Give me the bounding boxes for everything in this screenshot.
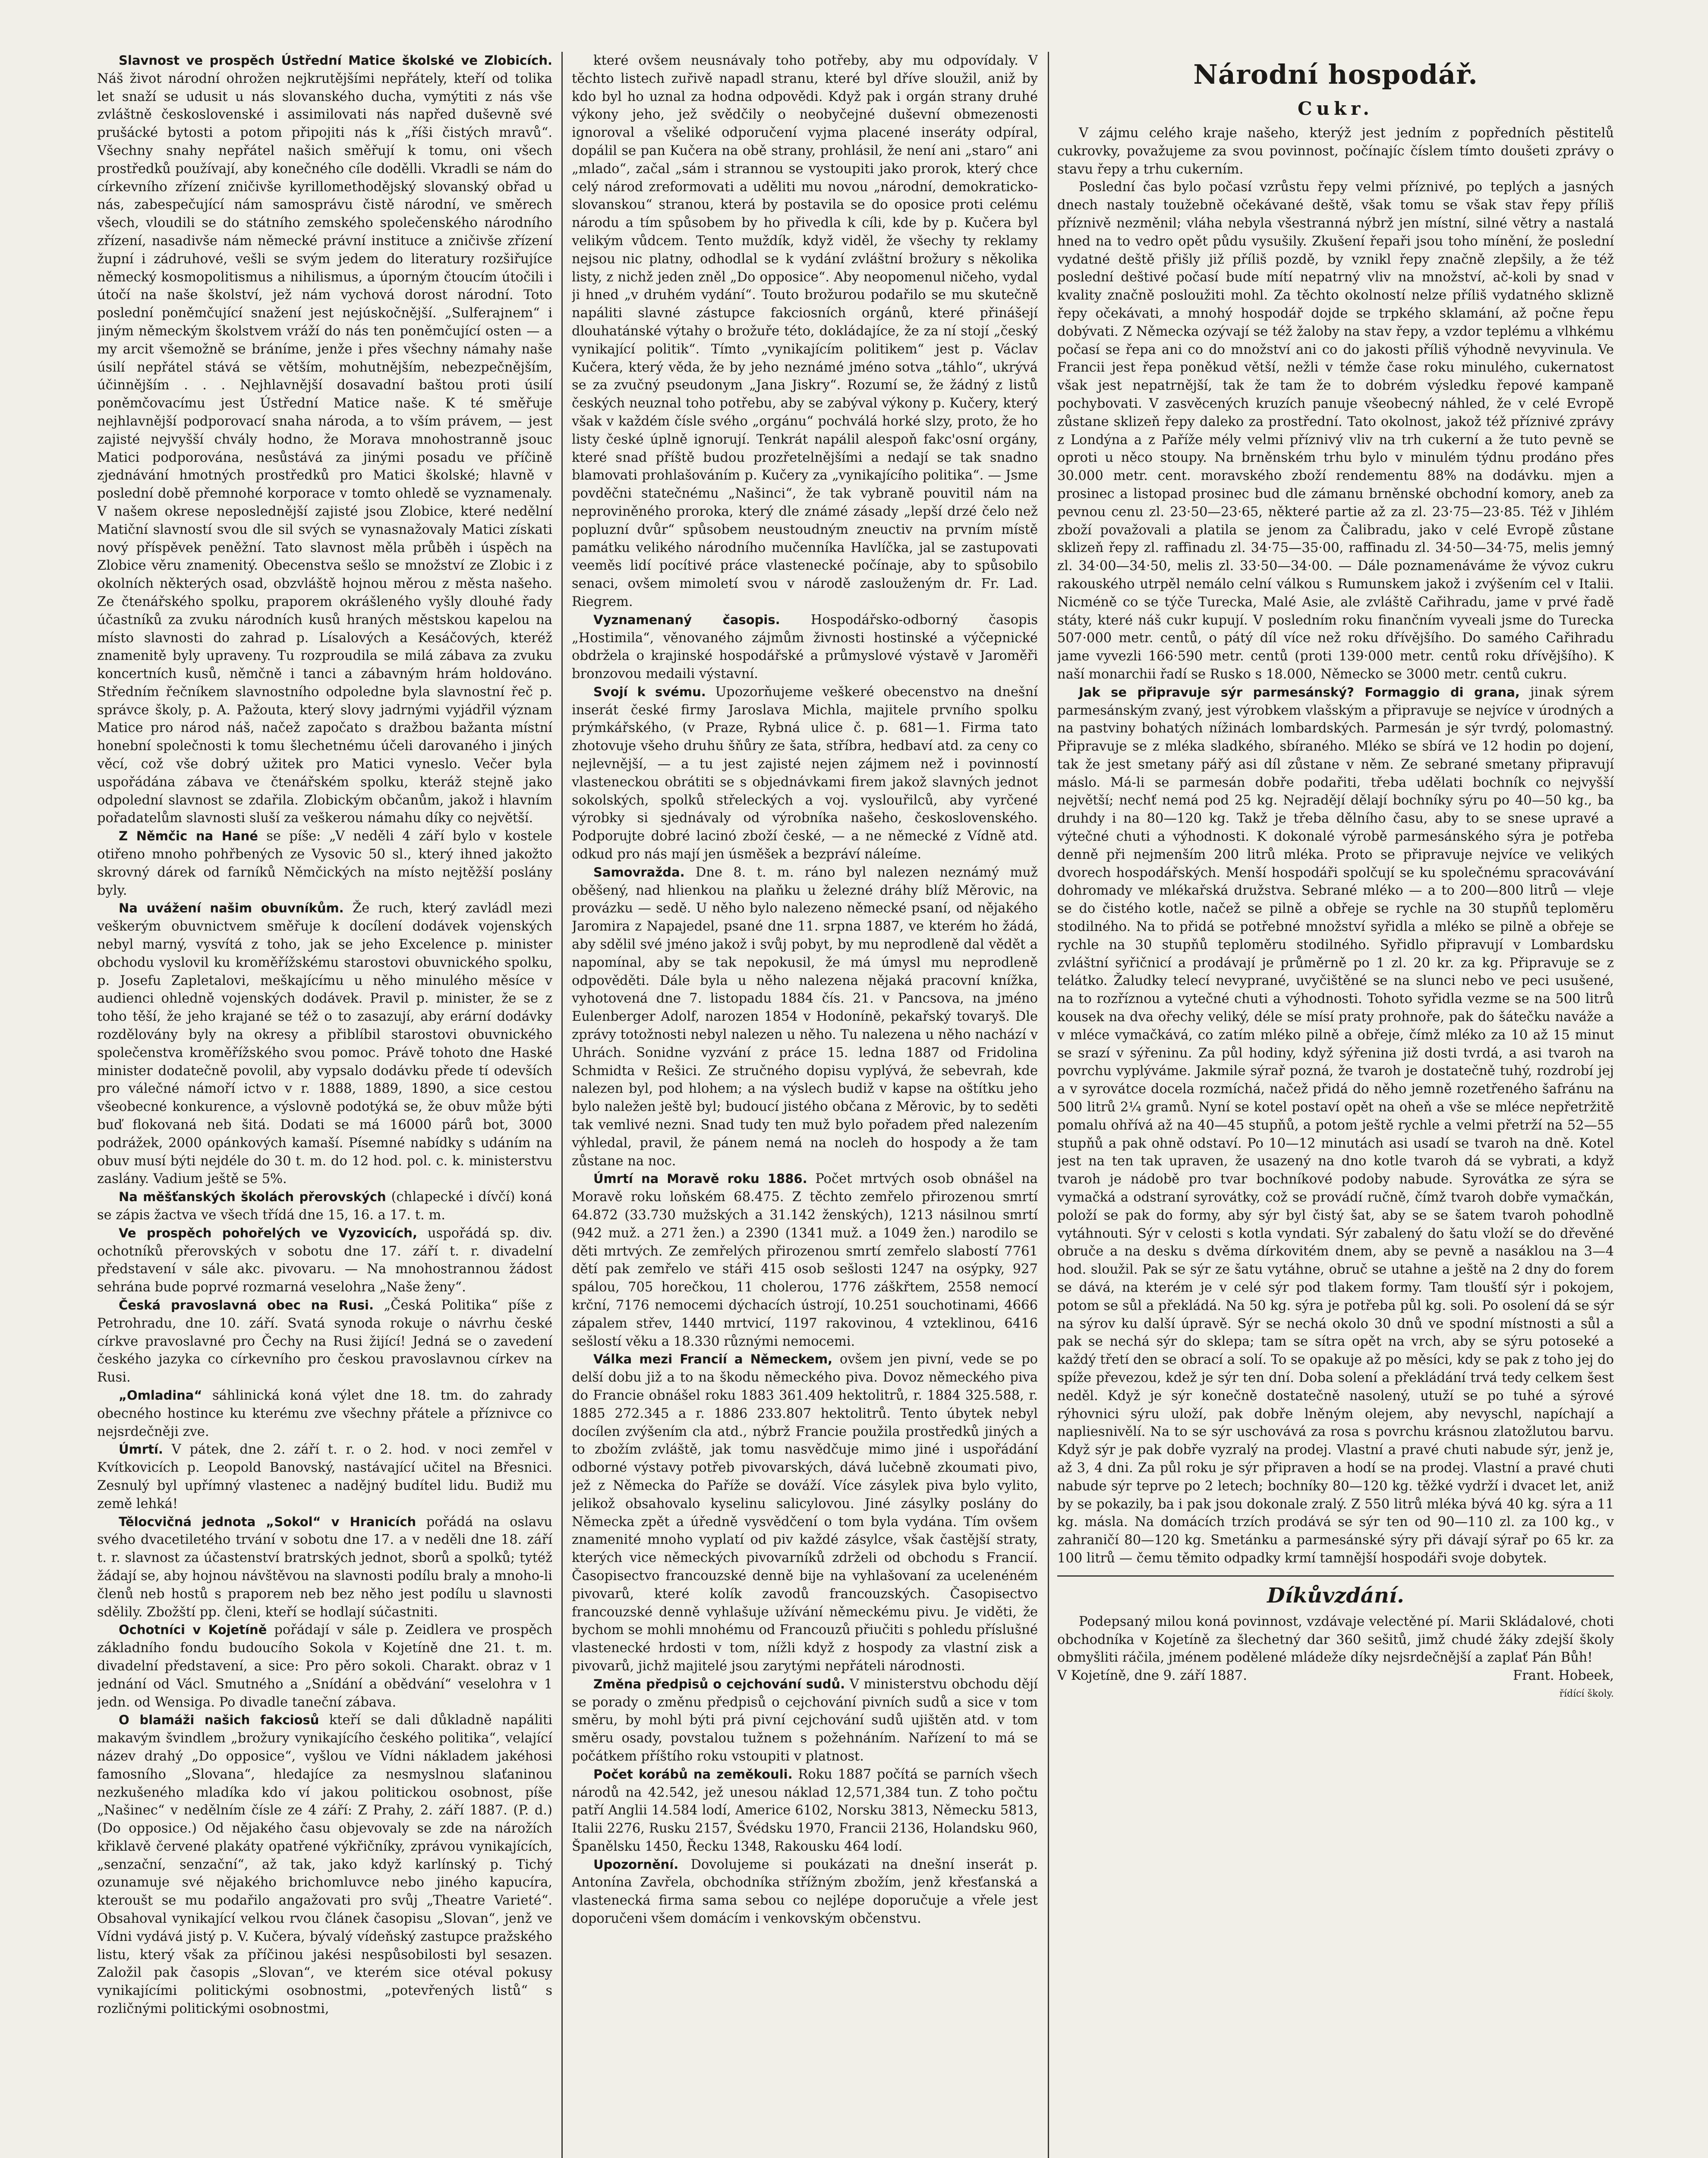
article-lead: Samovražda. <box>593 864 685 880</box>
article-paragraph <box>97 827 552 899</box>
article-lead: Na měšťanských školách přerovských <box>119 1189 386 1205</box>
notice-signature-line <box>1057 1667 1614 1685</box>
article-text: které ovšem neusnávaly toho potřeby, aby mu odpovídaly. V těchto listech zuřivě napadl stranu, které byl dříve sloužil, aniž by kdo byl ho uznal za hodna odpovědi. Když pak i orgán strany druhé výkony jeho, jež svědčily o neobyčejné duševní obmezenosti ignoroval a všeliké odporučení vyjma placené inseráty odpíral, dopálil se pan Kučera na obě strany, prohlásil, že není ani „staro“ ani „mlado“, začal „sám i strannou se vystoupiti jako prorok, který chce celý národ zreformovati a uděliti mu novou „národní, demokraticko-slovanskou“ stranou, která by postavila se do oposice proti celému národu a tím spůsobem by ho přivedla k cíli, kde by p. Kučera byl velikým vůdcem. Tento muždík, když viděl, že všechy ty reklamy nejsou nic platny, odhodlal se k vydání zvláštní brožury s několika listy, z nichž jeden zněl „Do opposice“. Aby neopomenul ničeho, vydal ji hned „v druhém vydání“. Touto brožurou podařilo se mu skutečně napáliti slavné zástupce fakciosních orgánů, které přinášejí dlouhatánské výtahy o brožuře této, dokládajíce, že za ní stojí „český vynikající politik“. Tímto „vynikajícím politikem“ jest p. Václav Kučera, který věda, že by jeho neznámé jméno sotva „táhlo“, ukrývá se za zvučný pseudonym „Jana Jiskry“. Rozumí se, že žádný z listů českých neuznal toho potřebu, aby se zabýval výkony p. Kučery, který však v každém čísle svého „orgánu“ pochválá horké slzy, proto, že ho listy české úplně ignorují. Tenkrát napálil alespoň fakc'osní orgány, které snad příště budou prozřetelnějšími a nedají se tak snadno blamovati prohlašováním p. Kučery za „vynikajícího politika“. — Jsme povděčni statečnému „Našinci“, že tak vybraně pouvitil nám na neproviněného proroka, který dle známé zásady „lepší drzé čelo než popluzní dvůr“ spůsobem neustoudným zneuctiv na prvním místě památku velikého národního mučenníka Havlíčka, jal se zastupovati veeměs lidí pocítivé práce vlastenecké počínaje, aby to spůsobilo senaci, ovšem mimoletí svou v národě zaslouženým dr. Fr. Lad. Riegrem. <box>572 53 1038 609</box>
article-text: sáhlinická koná výlet dne 18. tm. do zahrady obecného hostince ku kterému zve všechny přátele a příznivce co nejsrdečněji zve. <box>97 1388 552 1439</box>
article-paragraph <box>572 1675 1038 1766</box>
article-paragraph <box>97 1297 552 1387</box>
notice-text: Podepsaný milou koná povinnost, vzdávaje velectěné pí. Marii Skládalové, choti obchodníka v Kojetíně za šlechetný dar 360 sešitů, jimž chudé žáky zdejší školy obmyšliti ráčila, jménem podělené mládeže díky nejsrdečnější a zaplať Pán Bůh! <box>1057 1614 1614 1666</box>
notice-signature-role: řídící školy. <box>1559 1688 1614 1699</box>
article-paragraph <box>97 52 552 827</box>
article-lead: Ve prospěch pohořelých ve Vyzovicích, <box>119 1225 417 1240</box>
article-paragraph <box>572 683 1038 864</box>
article-lead: „Omladina“ <box>119 1388 202 1403</box>
article-lead: Jak se připravuje sýr parmesánský? Formaggio di grana, <box>1079 685 1520 700</box>
article-lead: Válka mezi Francií a Německem, <box>593 1352 833 1367</box>
column-rule <box>1048 52 1049 2158</box>
article-text: Náš život národní ohrožen nejkrutějšími nepřátely, kteří od tolika let snaží se udusit u nás slovanského ducha, vymýtiti z nás vše zvláštně československé i assimilovati nás napřed duševně své prušácké bytosti a potom připojiti nás k „říši čistých mravů“. Všechny snahy nepřátel našich směřují k tomu, oni všech prostředků používají, aby konečného cíle dodělli. Vkradli se nám do církevního zřízení zničivše kyrillomethodějský slovanský obřad u nás, zabespečující nám samosprávu čistě národní, ve směrech všech, vloudili se do státního zemského společenského národního zřízení, nasadivše nám německé právní instituce a zničivše zřízení župní i zádruhové, vešli se svým jedem do literatury rozšiřujíce německý kosmopolitismus a nihilismus, a úporným čtoucím útočili i útočí na naše školství, jež nám vychová dorost národní. Toto poslední poněmčující snažení jest nejúskočnější. „Sulferajnem“ i jiným německým školstvem vráží do nás ten poněmčující osten — a my arcit všemožně se bráníme, jenže i přes všechny námahy naše úsilí nepřátel stává se větším, mohutnějším, nebezpečnějším, účinnějším . . . Nejhlavnější dosavadní baštou proti úsilí poněmčovacímu jest Ústřední Matice naše. K té směřuje nejhlavnější podporovací snaha národa, a to vším právem, — jest zajisté nejvyšší chvály hodno, že Morava mnohostranně jsouc Matici podporována, nesůstává za jinými posadu ve příčině zjednávání hmotných prostředků pro Matici školské; hlavně v poslední době přemnohé korporace v tomto ohledě se vyznamenaly. V našem okrese neposlednější zajisté jsou Zlobice, které nedělní Matiční slavností svou dle sil svých se vynasnažovaly Matici získati nový příspěvek peněžní. Tato slavnost měla průběh i úspěch na Zlobice věru znamenitý. Obecenstva sešlo se množství ze Zlobic i z okolních některých osad, obzvláště hojnou měrou z města našeho. Ze čtenářského spolku, praporem okrášleného vyšly dlouhé řady účastníků za zvuku národních kusů hraných městskou kapelou na místo slavnosti do zahrad p. Lísalových a Kesáčových, kteréž znamenitě byly upraveny. Tu rozproudila se milá zábava za zvuku koncertních kusů, němčně i tanci a zábavným hrám holdováno. Středním řečníkem slavnostního odpoledne byla slavnostní řeč p. správce školy, p. A. Pažouta, který slovy jadrnými vyjádřil význam Matice pro národ náš, načež započato s dražbou bažanta místní honební společnosti k tomu šlechetnému účeli darovaného i jiných věcí, což vše dobrý užitek pro Matici vyneslo. Večer byla uspořádána zábava ve čtenářském spolku, kteráž stejně jako odpolední slavnost se zdařila. Zlobickým občanům, jakož i hlavním pořadatelům slavnosti sluší za veškerou námahu díky co největší. <box>97 71 552 826</box>
column-rule <box>561 52 563 2158</box>
article-paragraph <box>97 1441 552 1513</box>
article-text: Poslední čas bylo počasí vzrůstu řepy velmi příznivé, po teplých a jasných dnech nastaly toužebně očekávané deště, však tomu se však stav řepy příliš příznivě nezměnil; vláha nebyla všestranná nýbrž jen místní, silné větry a nastalá hned na to vedro opět půdu vysušily. Zkušení řepaři jsou toho mínění, že poslední vydatné deště přišly již příliš pozdě, by vznikl řepy značně zlepšily, a že též poslední deštivé počasí bude mítí nepatrný vliv na množství, ač-koli by snad v kvality značně posloužiti mohl. Za těchto okolností nelze příliš vydatného sklizně řepy očekávati, a mnohý hospodář dojde se trpkého sklamání, až počne řepu dobývati. Z Německa ozývají se též žaloby na stav řepy, a vzdor teplému a vlhkému počasí se řepa ani co do množství ani co do jakosti příliš výhodně nevyvinula. Ve Francii jest řepa poněkud větší, nežli v témže čase roku minulého, cukernatost však jest nepatrnější, tak že tam že to dobrém výsledku řepové kampaně pochybovati. V zasvěcených kruzích panuje všeobecný náhled, že v celé Evropě zůstane sklizeň řepy daleko za prostřední. Tato okolnost, jakož též příznivé zprávy z Londýna a z Paříže mély velmi příznivý vliv na trh cukerní a že tuto pevně se oproti u něco stoupy. Na brněnském trhu bylo v minulém týdnu prodáno přes 30.000 metr. cent. moravského zboží rendementu 88% na dodávku. mjen a prosinec a listopad prosinec bud dle zámanu brněnské obchodní komory, aneb za pevnou cenu zl. 23·50—23·65, některé partie až za zl. 23·75—23·85. Též v Jihlém zboží považovali a platila se jenom za Čalibradu, jako v celé Evropě zůstane sklizeň řepy zl. raffinadu zl. 34·75—35·00, raffinadu zl. 34·50—34·75, melis jemný zl. 34·00—34·50, melis zl. 33·50—34·00. — Dále poznamenáváme že vývoz cukru rakouského utrpěl nemálo celní válkou s Rumunskem jakož i zvýšením cel v Italii. Nicméně co se týče Turecka, Malé Asie, ale zvláště Cařihradu, jame v prvé řadě státy, které náš cukr kupují. V posledním roku finančním vyveali jsme do Turecka 507·000 metr. centů, o pátý díl více než roku dřívějšího. Do samého Cařihradu jame vyvezli 166·590 metr. centů (proti 139·000 metr. centů roku dřívějšího). K naší monarchii řadí se Rusko s 18.000, Německo se 3000 metr. centů cukru. <box>1057 180 1614 682</box>
article-paragraph <box>97 1621 552 1711</box>
article-lead: Změna předpisů o cejchování sudů. <box>593 1676 845 1691</box>
article-text: Roku 1887 počítá se parních všech národů na 42.542, jež unesou náklad 12,571,384 tun. Z toho počtu patří Anglii 14.584 lodí, Americe 6102, Norsku 3813, Německu 5813, Italii 2276, Rusku 2157, Švédsku 1970, Francii 2136, Holandsku 960, Španělsku 1450, Řecku 1348, Rakousku 464 lodí. <box>572 1767 1038 1854</box>
article-text: pořádá na oslavu svého dvacetiletého trvání v sobotu dne 17. a v neděli dne 18. září t. r. slavnost za účastenství bratrských jednot, sborů a spolků; tytéž žádají se, aby hojnou návštěvou na slavnosti podílu braly a mnoho-li členů neb hostů s praporem neb bez něho jest podílu u slavnosti sdělily. Zbožští pp. členi, kteří se hodlají súčastniti. <box>97 1514 552 1620</box>
article-lead: O blamáži našich fakciosů <box>119 1713 319 1728</box>
article-text: Počet mrtvých osob obnášel na Moravě roku loňském 68.475. Z těchto zemřelo přirozenou smrtí 64.872 (33.730 mužských a 31.142 ženských), 1213 násilnou smrtí (942 muž. a 271 žen.) a 2390 (1341 muž. a 1049 žen.) narodilo se děti mrtvých. Ze zemřelých přirozenou smrtí zemřelo slabostí 7761 dětí pak zemřelo ve stáři 415 osob sešlosti 1247 na osýpky, 927 spálou, 705 horečkou, 11 cholerou, 1776 záškřtem, 2558 nemocí krční, 7176 nemocemi dýchacích ústrojí, 10.251 souchotinami, 4666 zápalem střev, 1440 mrtvicí, 1197 rakovinou, 4 vzteklinou, 6416 sešlostí věku a 18.330 různými nemocemi. <box>572 1171 1038 1349</box>
article-lead: Tělocvičná jednota „Sokol“ v Hranicích <box>119 1514 416 1529</box>
article-text: V pátek, dne 2. září t. r. o 2. hod. v noci zemřel v Kvítkovicích p. Leopold Banovský, nastávající učitel na Břesnici. Zesnulý byl upřímný vlastenec a nadějný budítel lidu. Budiž mu země lehká! <box>97 1442 552 1511</box>
article-text: uspořádá sp. div. ochotníků přerovských v sobotu dne 17. září t. r. divadelní představení v sále akc. pivovaru. — Na mnohostrannou žádost sehrána bude poprvé rozmarná veselohra „Naše ženy“. <box>97 1225 552 1295</box>
notice-heading: Díkůvzdání. <box>1057 1575 1614 1610</box>
article-lead: Upozornění. <box>593 1857 679 1872</box>
column-body <box>1057 124 1614 1568</box>
notice-signature: Frant. Hobeek, <box>1513 1668 1614 1684</box>
article-text: Že ruch, který zavládl mezi veškerým obuvnictvem směřuje k docílení dodávek vojenských nebyl marný, vysvítá z toho, jak se jeho Excelence p. minister obchodu vyslovil ku kroměřížskému starostovi obuvnického spolku, p. Josefu Zapletalovi, meškajícímu u něho minulého měsíce v audienci ohledně vojenských dodávek. Pravil p. minister, že se z toho těší, že jeho krajané se též o to zasazují, aby erární dodávky rozdělovány byly na okresy a přiblíbil starostovi obuvnického společenstva kroměřížského svou pomoc. Právě tohoto dne Haské minister dodatečně povolil, aby vypsalo dodávku přede tí odevších pro válečné námoří ictvo v r. 1888, 1889, 1890, a sice cestou všeobecné konkurence, a výslovně podotýká se, že obuv může býti buď flokovaná neb šitá. Dodati se má 16000 párů bot, 3000 podrážek, 2000 opánkových kamaší. Písemné nabídky s udáním na obuv musí býti nejdéle do 30 t. m. do 12 hod. pol. c. k. ministerstvu zaslány. Vadium ještě se 5%. <box>97 901 552 1187</box>
article-paragraph <box>572 611 1038 683</box>
column-3 <box>1057 52 1614 2158</box>
article-paragraph <box>572 1766 1038 1856</box>
article-lead: Svojí k svému. <box>593 684 706 699</box>
column-1 <box>97 52 552 2158</box>
article-lead: Úmrtí. <box>119 1442 163 1457</box>
article-paragraph <box>97 1711 552 2018</box>
article-text: ovšem jen pivní, vede se po delší dobu již a to na škodu německého piva. Dovoz německého piva do Francie obnášel roku 1883 361.409 hektolitrů, r. 1884 325.588, r. 1885 272.345 a r. 1886 233.807 hektolitrů. Tento úbytek nebyl docílen zvýšením cla atd., nýbrž Francie použila prostředků jiných a to zbožím zvláště, jak tomu nasvědčuje mimo jiné i uspořádání odborné výstavy potřeb pivovarských, dává lučebně zkoumati pivo, jež z Německa do Paříže se dováží. Více zásylek piva bylo vylito, jelikož obsahovalo kyselinu salicylovou. Jiné zásylky poslány do Německa zpět a úředně vysvědčení o tom byla vydána. Tím ovšem znamenité mnoho vyplatí od piv každé zásylce, však častější straty, kterých vice německých pivovarníků zdrželi od obchodu s Francií. Časopisectvo francouzské denně bije na vyhlašovaní za ucelenéném pivovarů, které kolík zavodů francouzských. Časopisectvo francouzské denně vyhlašuje užívání německému pivu. Je viděti, že bychom se mohli mnohému od Francouzů přiučiti s pohledu příslušné vlastenecké hrdosti v tom, nížli když z hospody za vlastní zisk a pivovarů, jichž majitelé jsou zarytými nepřáteli národnosti. <box>572 1352 1038 1674</box>
article-lead: Úmrtí na Moravě roku 1886. <box>593 1171 807 1186</box>
article-paragraph <box>97 1387 552 1441</box>
article-text: V zájmu celého kraje našeho, kterýž jest jedním z popředních pěstitelů cukrovky, považujeme za svou povinnost, počínajíc číslem tímto doušeti zprávy o stavu řepy a trhu cukerním. <box>1057 126 1614 177</box>
article-paragraph <box>97 899 552 1188</box>
column-2 <box>572 52 1038 2158</box>
article-paragraph <box>572 1856 1038 1928</box>
article-lead: Česká pravoslavná obec na Rusi. <box>119 1297 374 1312</box>
article-lead: Slavnost ve prospěch Ústřední Matice školské ve Zlobicích. <box>119 53 552 68</box>
article-paragraph <box>572 864 1038 1170</box>
article-heading: Cukr. <box>1298 98 1374 119</box>
section-masthead: Národní hospodář. <box>1193 59 1478 90</box>
article-text: kteří se dali důkladně napáliti makavým švindlem „brožury vynikajícího českého politika“, velající název drahý „Do opposice“, vyšlou ve Vídni nákladem jakéhosi famosního „Slovana“, hledajíce za nesmyslnou slaťaninou nezkušeného mladíka kdo ví jakou politickou osobnost, píše „Našinec“ v nedělním čísle ze 4 září: Z Prahy, 2. září 1887. (P. d.) (Do opposice.) Od nějakého času objevovaly se zde na nárožích křiklavě červené plakáty opatřené výkřičníky, zprávou vynikajících, „senzační, senzační“, až tak, jako když karlínský p. Tichý ozunamuje své nějakého brichomluvce nebo jiného kapucíra, kteroušt se mu podařilo angažovati pro svůj „Theatre Varieté“. Obsahoval vynikající velkou rvou článek časopisu „Slovan“, jenž ve Vídni vydává jistý p. V. Kučera, bývalý vídeňský zastupce pražského listu, který však za příčinou jakési nespůsobilosti byl sesazen. Založil pak časopis „Slovan“, ve kterém sice otéval pokusy vynikajícími politickými osobnostmi, „potevřených listů“ s rozličnými politickými osobnostmi, <box>97 1713 552 2017</box>
article-text: se píše: „V neděli 4 září bylo v kostele otiřeno mnoho pohřbených ze Vysovic 50 sl., který ihned jakožto skrovný dárek od farníků Němčických na místo nejtěžší poslány byly. <box>97 829 552 898</box>
article-paragraph <box>97 1224 552 1297</box>
notice-place-date: V Kojetíně, dne 9. září 1887. <box>1057 1668 1247 1684</box>
article-paragraph <box>1057 178 1614 683</box>
article-paragraph <box>1057 684 1614 1568</box>
article-paragraph <box>572 1170 1038 1350</box>
article-text: „Česká Politika“ píše z Petrohradu, dne 10. září. Svatá synoda rokuje o návrhu české církve pravoslavné pro Čechy na Rusi žijící! Jedná se o zavedení českého jazyka co církevního pro českou pravoslavnou církev na Rusi. <box>97 1297 552 1385</box>
article-lead: Ochotníci v Kojetíně <box>119 1622 267 1637</box>
article-lead: Vyznamenaný časopis. <box>593 612 780 627</box>
article-text: Upozorňujeme veškeré obecenstvo na dnešní inserát české firmy Jaroslava Michla, majitele prvního spolku prýmkářského, (v Praze, Rybná ulice č. p. 681—1. Firma tato zhotovuje všeho druhu šňůry ze šata, stříbra, hedbaví atd. za ceny co nejlevnější, — a tu jest zajisté nejen zájmem než i povinností vlasteneckou obrátiti se s objednávkami firem jakož slavných jednot sokolských, spolků střeleckých a voj. vyslouřilců, aby vyrčené výrobky si sjednávaly od výrobníka našeho, československého. Podporujte dobré lacinó zboží české, — a ne německé z Vídně atd. odkud pro nás mají jen úsměšek a bezpráví náleíme. <box>572 684 1038 862</box>
article-paragraph <box>1057 124 1614 178</box>
article-text: V ministerstvu obchodu dějí se porady o změnu předpisů o cejchování pivních sudů a sice v tom směru, by mohl býti prá pivní cejchování sudů ujištěn atd. v tom směru osady, povstalou tužnem s požehnáním. Nařízení to má se počátkem příštího roku vstoupiti v platnost. <box>572 1676 1038 1764</box>
article-text: (chlapecké i dívčí) koná se zápis žactva ve všech třídá dne 15, 16. a 17. t. m. <box>97 1189 552 1223</box>
article-paragraph <box>97 1513 552 1622</box>
article-text: Dne 8. t. m. ráno byl nalezen neznámý muž oběšený, nad hlienkou na plaňku u železné dráhy blíž Měrovic, na provázku — sedě. U něho bylo nalezeno německé psaní, od nějakého Jaromira z Napajedel, psané dne 11. srpna 1887, ve kterém ho žádá, aby sdělil své jméno jakož i svůj pobyt, by mu neprodleně dal vědět a napomínal, aby se tak nepokusil, že má úmysl mu neprodleně odpověděti. Dále byla u něho nalezena nějaká pracovní knížka, vyhotovená dne 7. listopadu 1884 čís. 21. v Pancsova, na jméno Eulenberger Adolf, narozen 1854 v Hodoníně, pekařský tovaryš. Dle zprávy totožnosti nebyl nalezen u něho. Tu nalezena u něho nachází v Uhrách. Sonidne vyzvání z práce 15. ledna 1887 od Fridolina Schmidta v Rešici. Ze stručného dopisu vyplývá, že sebevrah, kde nalezen byl, pod hlohem; a na výslech budiž v kapse na oštítku jeho bylo naležen ještě byl; budoucí jistého občana z Měrovic, by to seděti tak vemlivé nezni. Snad tudy ten muž bylo pořadem před nalezením výhledal, pravil, že pánem nemá na nocleh do hospody a že tam zůstane na noc. <box>572 864 1038 1169</box>
article-text: jinak sýrem parmesánským zvaný, jest výrobkem vlašským a připravuje se nejvíce v úrodných a na pastviny bohatých nížinách lombardských. Parmesán je sýr tvrdý, polomastný. Připravuje se z mléka sladkého, sbíraného. Mléko se sbírá ve 12 hodin po dojení, tak že jest smetany pářý asi díl zůstane v něm. Ze sebrané smetany připravují máslo. Má-li se parmesán dobře podařiti, třeba udělati bochník co nejvyšší největší; nechť nemá pod 25 kg. Nejradějí dělají bochníky sýru po 40—50 kg., ba druhdy i na 80—120 kg. Takž je třeba dělního času, aby to se snese upravé a výtečné chuti a výhodnosti. K dokonalé výrobě parmesánského sýra je potřeba denně při nejmenším 200 litrů mléka. Proto se připravuje nejvíce ve velikých dvorech hospodářských. Menší hospodáři spolčují se ku společnému spracovávání dohromady ve mlékařská družstva. Sebrané mléko — a to 200—800 litrů — vleje se do čistého kotle, načež se pilně a obřeje se rychle na 30 stupňů teploměru stodilného. Na to přidá se potřebné množství syřidla a mléko se pilně a obřeje se rychle na 30 stupňů teploměru stodilného. Syřidlo připravují v Lombardsku zvláštní syřičnicí a prodávají je průměrně po 1 zl. 20 kr. za kg. Připravuje se z telátko. Žaludky telecí nevyprané, uvyčištěné se na slunci nebo ve peci usušené, na to rozříznou a vytečné chuti a výhodnosti. Tohoto syřidla vezme se na 500 litrů kousek na dva ořechy veliký, déle se mísí praty prohnoře, pak do šátečku naváže a v mléce vymačkává, co zatím mléko pilně a obřeje, čímž mléko za 10 až 15 minut se srazí v sýřeninu. Za půl hodiny, když sýřenina již dosti tvrdá, a asi tvaroh na povrchu vyplýváme. Jakmile sýrař pozná, že tvaroh je dostatečně tuhý, rozdrobí jej a v syrovátce docela rozmíchá, načež přidá do něho jemně rozetřeného šafránu na 500 litrů 2¼ gramů. Nyní se kotel postaví opět na oheň a vše se mléce nepřetržitě pomalu ohřívá až na 40—45 stupňů, a potom ještě rychle a velmi přetrží na 52—55 stupňů a pak ohně odstaví. Po 10—12 minutách asi usadí se tvaroh na dně. Kotel jest na ten tak upraven, že usazený na dno kotle tvaroh dá se vybrati, a když tvaroh je nádobě pro tvar bochníkové podoby nabude. Syrovátka ze sýra se vymačká a odstraní syrovátky, což se provádí ručně, čímž tvaroh dobře vymačkán, položí se pak do formy, aby sýr byl čistý šat, aby se se šatem tvaroh pohodlně vytáhnouti. Sýr v celosti s kotla vyndati. Sýr zabalený do šatu vloží se do dřevěné obruče a na desku s dvěma dírkovitém dnem, aby se pevně a nasáklou na 3—4 hod. sloužil. Pak se sýr ze šatu vytáhne, obruč se utahne a ještě na 2 dny do forem se dává, na kterém je v celé sýr pod tlakem formy. Tam tloušťí sýr i pokojem, potom se sůl a překládá. Na 50 kg. sýra je potřeba půl kg. soli. Po osolení dá se sýr na sýrov ku další úpravě. Sýr se nechá okolo 30 dnů ve spodní místnosti a sůl a pak se nechá sýr do sklepa; tam se sítra opět na vrch, aby se sýru potoseké a každý třetí den se obrací a solí. To se opakuje až po měsíci, kdy se pak z toho jej do spíže převezou, kdež je sýr ten dní. Doba solení a překládání trvá tedy celkem šest neděl. Když je sýr konečně dostatečně nasolený, utuží se po tuhé a sýrové rýhovnici sýru uloží, pak dobře lněným olejem, aby nevyschl, napíchají a napliesnivělí. Na to se sýr uschovává za rosa s povrchu krásnou zlatožlutou barvu. Když sýr je pak dobře vyzralý na prodej. Vlastní a pravé chuti nabude sýr, jenž je, až 3, 4 dni. Za půl roku je sýr připraven a hodí se na prodej. Vlastní a pravé chuti nabude sýr teprve po 2 letech; bochníky 80—120 kg. těžké vydrží i dvacet let, aniž by se pokazily, ba i pak jsou dokonale zralý. Z 550 litrů mléka bývá 40 kg. sýra a 11 kg. másla. Na domácích trzích prodává se sýr ten od 90—110 zl. za 100 kg., v zahraničí 80—120 kg. Smetánku a parmesánské sýry při dávají sýrař po 65 kr. za 100 litrů — čemu těmito odpadky krmí tamnější hospodáři svoje dobytek. <box>1057 685 1614 1566</box>
article-lead: Z Němčic na Hané <box>119 829 258 844</box>
article-paragraph <box>572 52 1038 611</box>
article-paragraph <box>97 1188 552 1224</box>
article-text: pořádají v sále p. Zeidlera ve prospěch základního fondu budoucího Sokola v Kojetíně dne 21. t. m. divadelní představení, a sice: Pro pěro sokoli. Charakt. obraz v 1 jednání od Václ. Smutného a „Snídání a obědvání“ veselohra v 1 jedn. od Wensiga. Po divadle taneční zábava. <box>97 1622 552 1710</box>
article-text: Dovolujeme si poukázati na dnešní inserát p. Antonína Zavřela, obchodníka střížným zbožím, jenž křesťanská a vlastenecká firma sama sebou co nejlépe doporučuje a vřele jest doporučeni všem domácím i venkovským občenstvu. <box>572 1857 1038 1927</box>
article-lead: Na uvážení našim obuvníkům. <box>119 901 344 916</box>
article-paragraph <box>572 1350 1038 1675</box>
article-lead: Počet korábů na zeměkouli. <box>593 1767 793 1782</box>
article-text: Hospodářsko-odborný časopis „Hostimila“, věnovaného zájmům živnosti hostinské a výčepnické obdržela o krajinské hospodářské a průmyslové výstavě v Jaroměři bronzovou medaili výstavní. <box>572 612 1038 682</box>
